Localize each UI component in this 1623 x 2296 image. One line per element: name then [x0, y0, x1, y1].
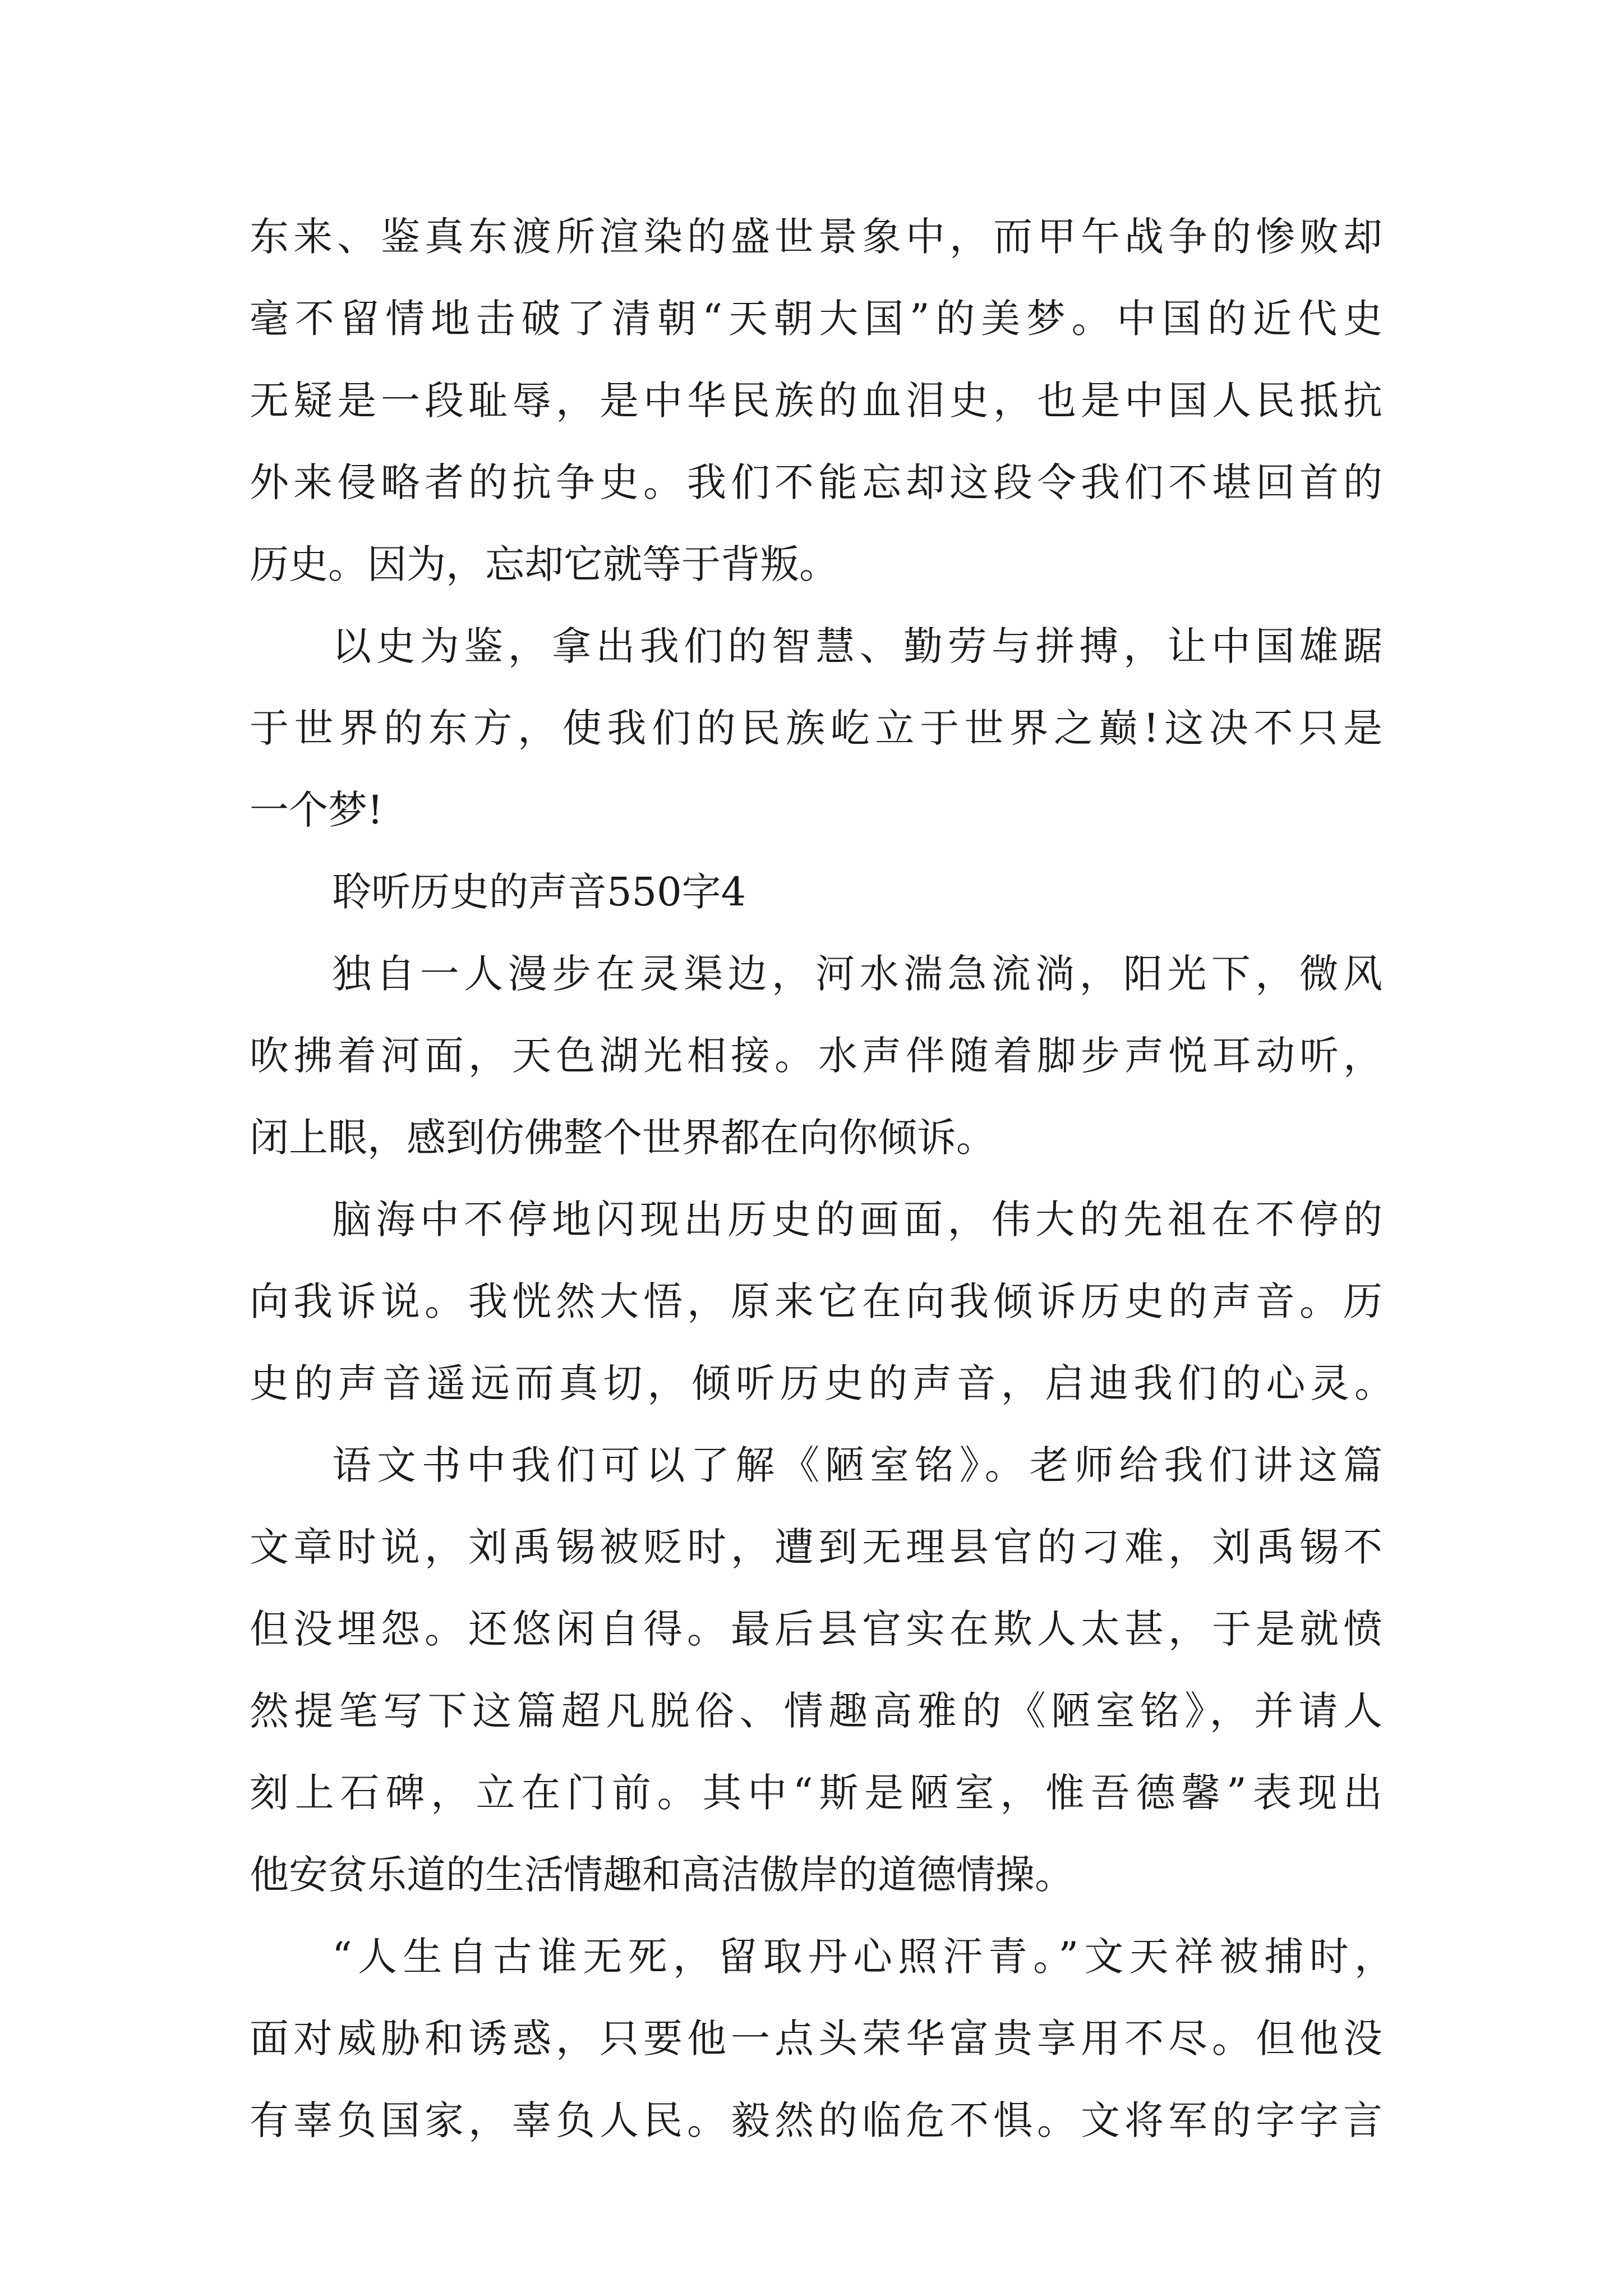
text-line: 外来侵略者的抗争史。我们不能忘却这段令我们不堪回首的 [250, 459, 1382, 505]
text-line: 有辜负国家，辜负人民。毅然的临危不惧。文将军的字字言 [250, 2097, 1382, 2143]
text-line: 毫不留情地击破了清朝“天朝大国”的美梦。中国的近代史 [250, 296, 1382, 342]
text-line: 面对威胁和诱惑，只要他一点头荣华富贵享用不尽。但他没 [250, 2016, 1382, 2062]
paragraph-first-line: 以史为鉴，拿出我们的智慧、勤劳与拼搏，让中国雄踞 [332, 623, 1382, 669]
paragraph-first-line: 独自一人漫步在灵渠边，河水湍急流淌，阳光下，微风 [332, 951, 1382, 997]
paragraph-first-line: 语文书中我们可以了解《陋室铭》。老师给我们讲这篇 [332, 1442, 1382, 1488]
text-line: 他安贫乐道的生活情趣和高洁傲岸的道德情操。 [250, 1852, 1074, 1898]
section-heading: 聆听历史的声音550字4 [332, 869, 746, 915]
text-line: 文章时说，刘禹锡被贬时，遭到无理县官的刁难，刘禹锡不 [250, 1524, 1382, 1570]
text-line: 吹拂着河面，天色湖光相接。水声伴随着脚步声悦耳动听， [250, 1033, 1382, 1079]
paragraph-first-line: “人生自古谁无死，留取丹心照汗青。”文天祥被捕时， [332, 1934, 1394, 1980]
text-line: 历史。因为，忘却它就等于背叛。 [250, 541, 838, 587]
text-line: 无疑是一段耻辱，是中华民族的血泪史，也是中国人民抵抗 [250, 378, 1382, 424]
text-line: 闭上眼，感到仿佛整个世界都在向你倾诉。 [250, 1115, 995, 1161]
text-line: 东来、鉴真东渡所渲染的盛世景象中，而甲午战争的惨败却 [250, 214, 1382, 260]
text-line: 但没埋怨。还悠闲自得。最后县官实在欺人太甚，于是就愤 [250, 1606, 1382, 1652]
paragraph-first-line: 脑海中不停地闪现出历史的画面，伟大的先祖在不停的 [332, 1197, 1382, 1243]
text-line: 向我诉说。我恍然大悟，原来它在向我倾诉历史的声音。历 [250, 1278, 1382, 1324]
text-line: 史的声音遥远而真切，倾听历史的声音，启迪我们的心灵。 [250, 1360, 1394, 1406]
text-line: 然提笔写下这篇超凡脱俗、情趣高雅的《陋室铭》，并请人 [250, 1688, 1382, 1734]
text-line: 一个梦! [250, 787, 384, 833]
text-line: 于世界的东方，使我们的民族屹立于世界之巅!这决不只是 [250, 705, 1382, 751]
text-line: 刻上石碑，立在门前。其中“斯是陋室，惟吾德馨”表现出 [250, 1770, 1382, 1816]
